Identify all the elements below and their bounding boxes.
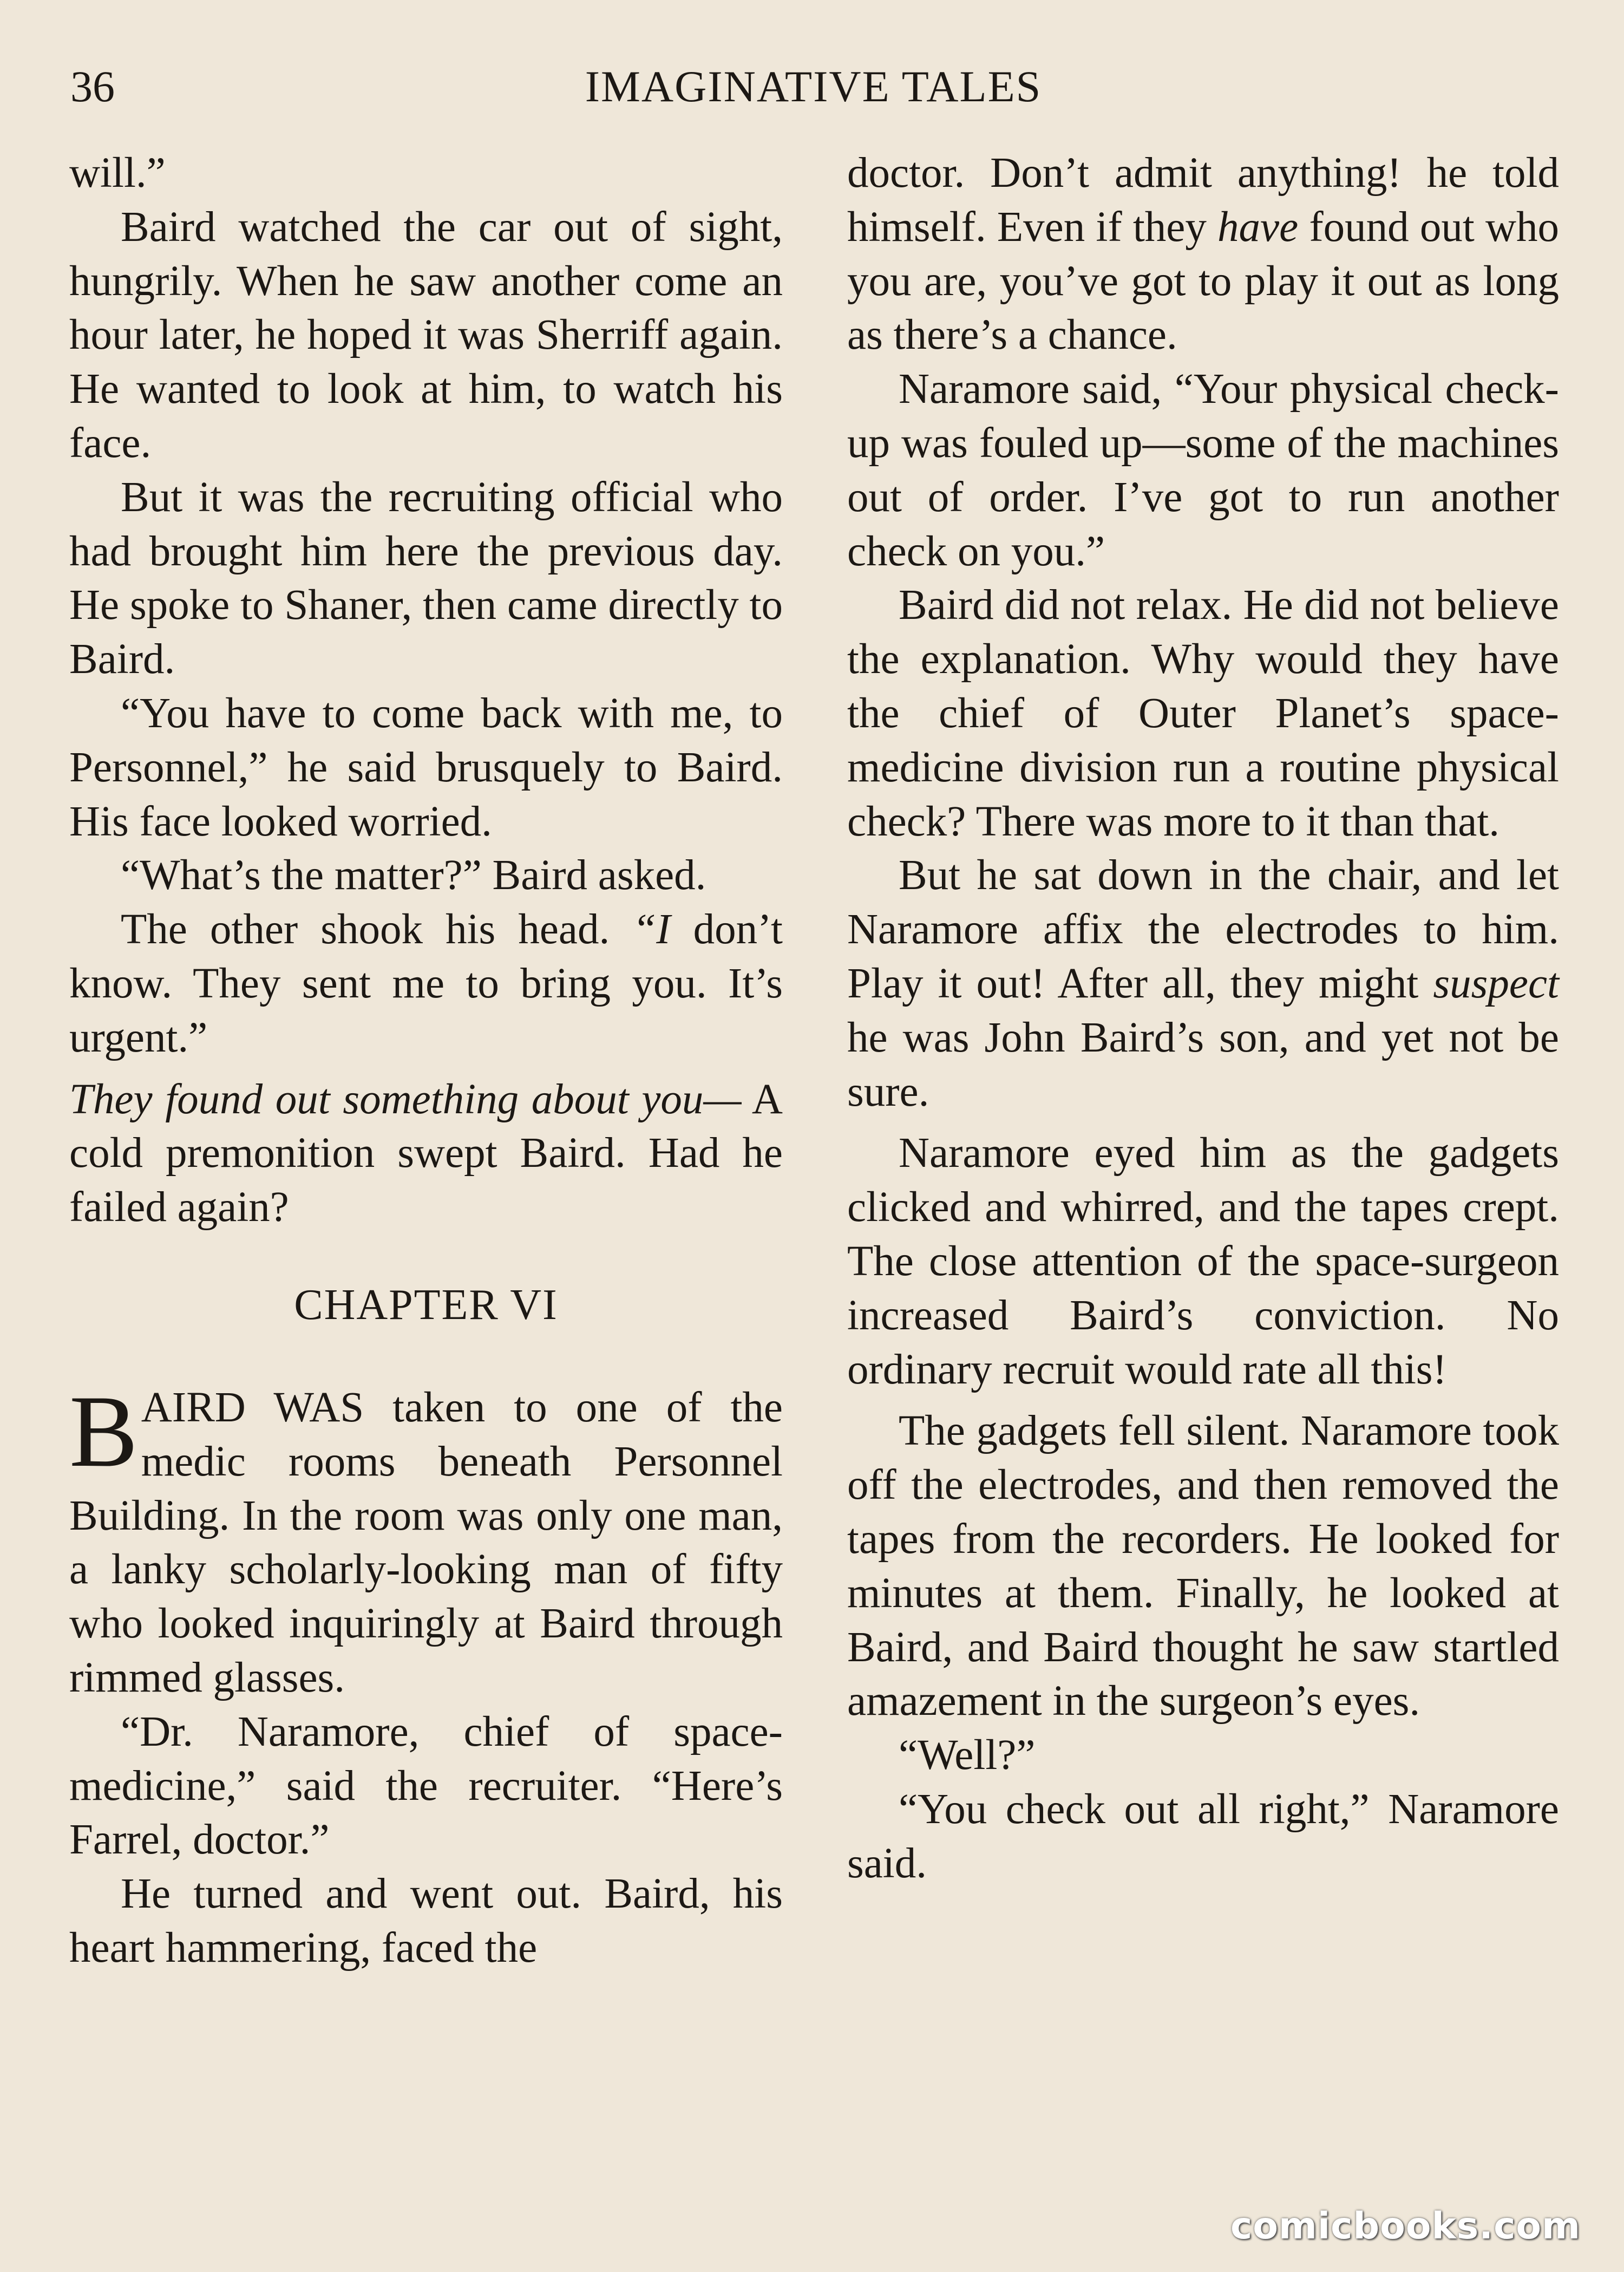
paragraph bbox=[847, 848, 1559, 1119]
paragraph: He turned and went out. Baird, his heart hammering, faced the bbox=[69, 1870, 783, 1971]
emphasis-text: “I bbox=[632, 906, 671, 954]
page-header bbox=[70, 60, 1556, 114]
watermark-logo: comicbooks.com bbox=[1230, 2205, 1581, 2248]
text-run: A cold premonition swept Baird. Had he failed again? bbox=[69, 1075, 783, 1231]
paragraph: Naramore eyed him as the gadgets clicked and whirred, and the tapes crept. The close attention of the space-surgeon increased Baird’s conviction. No ordinary recruit would rate all this! bbox=[847, 1130, 1559, 1393]
opening-paragraph bbox=[69, 1374, 783, 1705]
paragraph: will.” bbox=[69, 149, 166, 197]
paragraph: The gadgets fell silent. Naramore took off the electrodes, and then removed the tapes from the recorders. He looked for minutes at them. Finally, he looked at Baird, and Baird thought he saw startled amazement in the surgeon’s eyes. bbox=[847, 1407, 1559, 1725]
emphasis-text: They found out something about you— bbox=[69, 1075, 742, 1123]
paragraph bbox=[69, 1073, 783, 1235]
emphasis-text: suspect bbox=[1433, 959, 1559, 1007]
page-number: 36 bbox=[70, 62, 115, 111]
text-run: The other shook his head. bbox=[121, 906, 633, 954]
text-run: found out who you are, you’ve got to play it out as long as there’s a chance. bbox=[847, 203, 1559, 359]
text-run: AIRD WAS taken to one of the medic rooms beneath Personnel Building. In the room was only one man, a lanky scholarly-looking man of fifty who looked inquiringly at Baird through rimmed glasses. bbox=[69, 1383, 783, 1701]
drop-cap: B bbox=[69, 1374, 138, 1488]
paragraph: Naramore said, “Your physical check-up was fouled up—some of the machines out of order. I’ve got to run another check on you.” bbox=[847, 365, 1559, 575]
paragraph: “Dr. Naramore, chief of space-medicine,” said the recruiter. “Here’s Farrel, doctor.” bbox=[69, 1708, 783, 1864]
paragraph: “Well?” bbox=[899, 1732, 1036, 1779]
paragraph: Baird watched the car out of sight, hungrily. When he saw another come an hour later, he hoped it was Sherriff again. He wanted to look at him, to watch his face. bbox=[69, 203, 783, 467]
paragraph bbox=[69, 903, 783, 1065]
paragraph: “What’s the matter?” Baird asked. bbox=[121, 852, 706, 899]
left-column bbox=[69, 146, 783, 1975]
text-run: don’t know. They sent me to bring you. It’s urgent.” bbox=[69, 906, 783, 1061]
chapter-heading: CHAPTER VI bbox=[294, 1281, 558, 1329]
right-column bbox=[847, 146, 1559, 1891]
text-run: But he sat down in the chair, and let Naramore affix the electrodes to him. Play it out! After all, they might bbox=[847, 852, 1559, 1007]
paragraph: “You have to come back with me, to Personnel,” he said brusquely to Baird. His face looked worried. bbox=[69, 689, 783, 845]
paragraph bbox=[847, 146, 1559, 362]
emphasis-text: have bbox=[1217, 203, 1299, 251]
text-run: he was John Baird’s son, and yet not be sure. bbox=[847, 1014, 1559, 1115]
running-title: IMAGINATIVE TALES bbox=[585, 62, 1042, 111]
paragraph: But it was the recruiting official who had brought him here the previous day. He spoke to Shaner, then came directly to Baird. bbox=[69, 473, 783, 683]
text-run: doctor. Don’t admit anything! he told himself. Even if they bbox=[847, 149, 1559, 251]
paragraph: “You check out all right,” Naramore said. bbox=[847, 1785, 1559, 1887]
paragraph: Baird did not relax. He did not believe the explanation. Why would they have the chief of Outer Planet’s space-medicine division run a routine physical check? There was more to it than that. bbox=[847, 582, 1559, 845]
